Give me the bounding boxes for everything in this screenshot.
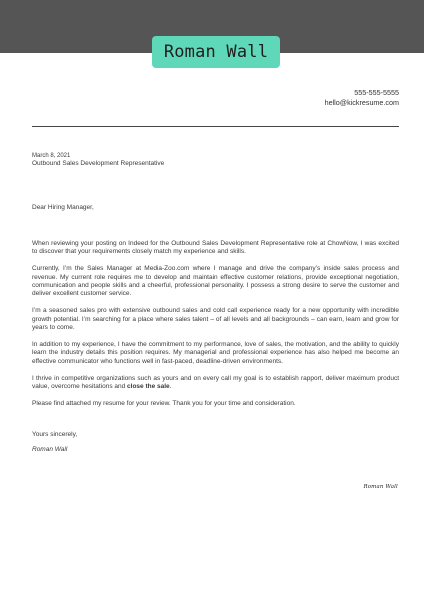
handwritten-signature: Roman Wall xyxy=(363,484,398,490)
contact-block xyxy=(325,88,399,108)
letter-paragraph-4: In addition to my experience, I have the commitment to my performance, love of sales, the motivation, and the ability to quickly learn the industry details this position requires. My managerial and professional experience has also helped me become an effective communicator who functions well in fast-paced, deadline-driven environments. xyxy=(32,340,399,365)
letter-position: Outbound Sales Development Representative xyxy=(32,160,165,167)
letter-signed-name: Roman Wall xyxy=(32,445,68,453)
letter-paragraph-5 xyxy=(32,375,399,392)
applicant-name: Roman Wall xyxy=(163,42,269,62)
letter-closing: Yours sincerely, xyxy=(32,431,78,439)
paragraph-5-end: . xyxy=(169,383,172,391)
paragraph-5-bold: close the sale xyxy=(127,383,170,391)
email-address: hello@kickresume.com xyxy=(324,98,399,107)
letter-paragraph-6: Please find attached my resume for your review. Thank you for your time and consideration. xyxy=(32,400,296,407)
header-divider xyxy=(32,126,399,127)
name-plate xyxy=(152,36,280,68)
letter-date: March 8, 2021 xyxy=(32,153,71,159)
phone-number: 555-555-5555 xyxy=(354,88,399,97)
letter-paragraph-1: When reviewing your posting on Indeed for the Outbound Sales Development Representative role at ChowNow, I was excited to discover that your requirements closely match my experience and skills. xyxy=(32,239,399,256)
letter-body xyxy=(32,152,399,454)
paragraph-5-text: I thrive in competitive organizations such as yours and on every call my goal is to establish rapport, deliver maximum product value, overcome hesitations and xyxy=(32,374,399,391)
letter-paragraph-3: I’m a seasoned sales pro with extensive outbound sales and cold call experience ready for a new opportunity with incredible growth potential. I’m searching for a place where sales talent – of all levels and all backgrounds – can earn, learn and grow for years to come. xyxy=(32,307,399,332)
letter-greeting: Dear Hiring Manager, xyxy=(32,204,94,212)
letter-paragraph-2: Currently, I’m the Sales Manager at Media-Zoo.com where I manage and drive the company’s inside sales process and revenue. My current role requires me to develop and maintain effective customer relations, provide exceptional negotiation, communication and people skills and a cheerful, professional personality. I possess a strong desire to serve the customer and deliver excellent customer service. xyxy=(32,265,399,298)
